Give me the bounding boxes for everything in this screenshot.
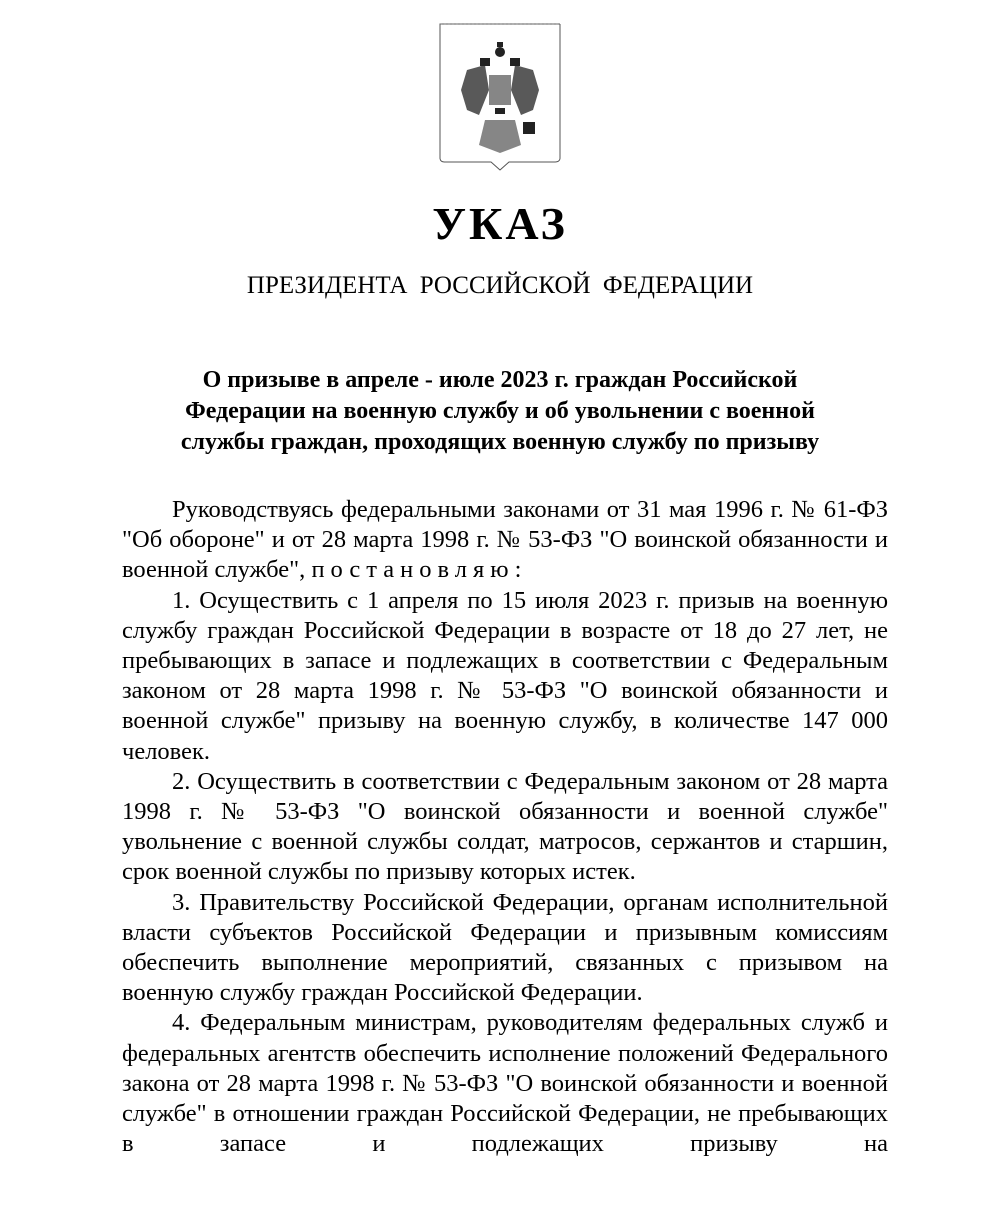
preamble — [122, 495, 888, 586]
clause-2: 2. Осуществить в соответствии с Федеральным законом от 28 марта 1998 г. № 53-ФЗ "О воинской обязанности и военной службе" увольнение с военной службы солдат, матросов, сержантов и старшин, срок военной службы по призыву которых истек. — [122, 767, 888, 886]
decree-word: постановляю: — [311, 556, 528, 584]
clause-3: 3. Правительству Российской Федерации, органам исполнительной власти субъектов Российской Федерации и призывным комиссиям обеспечить выполнение мероприятий, связанных с призывом на военную службу граждан Российской Федерации. — [122, 888, 888, 1007]
document-title: УКАЗ — [432, 198, 568, 249]
heading-line: службы граждан, проходящих военную службу по призыву — [180, 429, 820, 455]
heading-line: Федерации на военную службу и об увольнении с военной — [185, 398, 815, 424]
preamble-text: Руководствуясь федеральными законами от 31 мая 1996 г. № 61-ФЗ "Об обороне" и от 28 марта 1998 г. № 53-ФЗ "О воинской обязанности и военной службе", — [122, 496, 888, 584]
clause-4: 4. Федеральным министрам, руководителям федеральных служб и федеральных агентств обеспечить исполнение положений Федерального закона от 28 марта 1998 г. № 53-ФЗ "О воинской обязанности и военной службе" в отношении граждан Российской Федерации, не пребывающих в запасе и подлежащих призыву на — [122, 1009, 888, 1158]
heading-line: О призыве в апреле - июле 2023 г. граждан Российской — [202, 367, 798, 393]
clause-1: 1. Осуществить с 1 апреля по 15 июля 2023 г. призыв на военную службу граждан Российской Федерации в возрасте от 18 до 27 лет, не пребывающих в запасе и подлежащих в соответствии с Федеральным законом от 28 марта 1998 г. № 53-ФЗ "О воинской обязанности и военной службе" призыву на военную службу, в количестве 147 000 человек. — [122, 586, 888, 765]
coat-of-arms-icon — [437, 20, 563, 172]
document-issuer: ПРЕЗИДЕНТА РОССИЙСКОЙ ФЕДЕРАЦИИ — [246, 272, 754, 299]
decree-body — [122, 495, 888, 1159]
decree-heading — [140, 365, 860, 458]
